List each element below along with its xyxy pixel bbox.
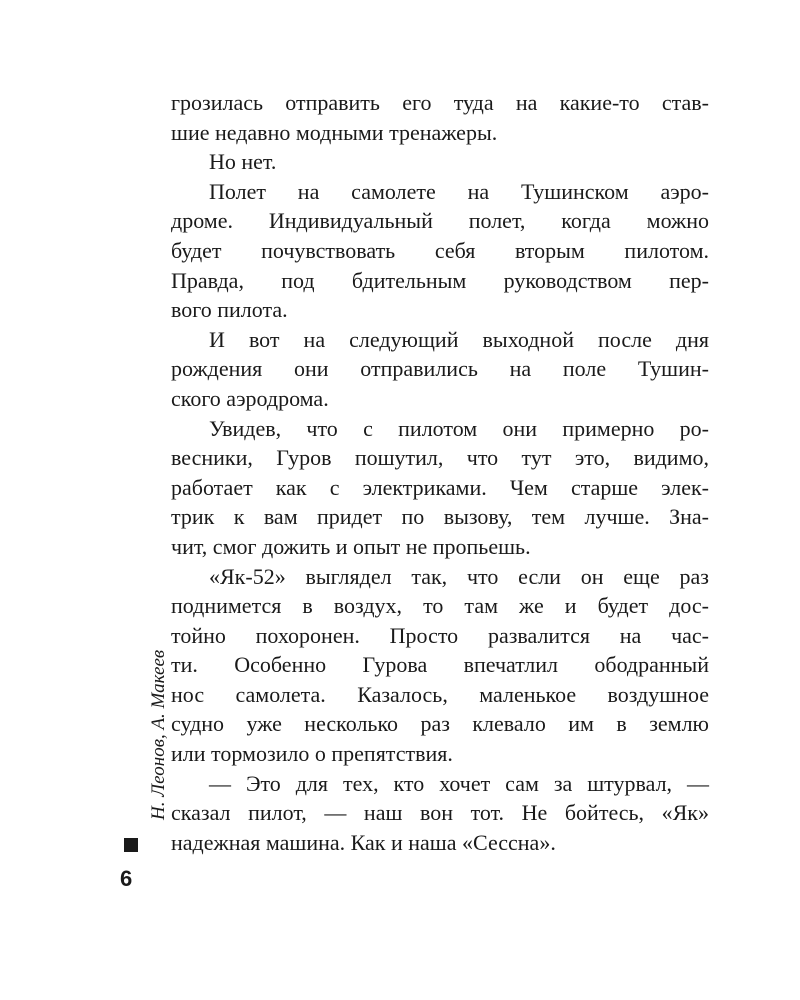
text-line: ти. Особенно Гурова впечатлил ободранный [171, 652, 709, 678]
text-line: весники, Гуров пошутил, что тут это, видимо, [171, 445, 709, 471]
text-line: работает как с электриками. Чем старше элек- [171, 474, 709, 500]
text-line: вого пилота. [171, 297, 288, 323]
text-line: Но нет. [209, 149, 277, 175]
page-number: 6 [120, 866, 133, 891]
text-line: чит, смог дожить и опыт не пропьешь. [171, 533, 531, 559]
text-line: грозилась отправить его туда на какие-то став- [171, 90, 709, 115]
text-line: судно уже несколько раз клевало им в землю [171, 711, 709, 737]
text-line: надежная машина. Как и наша «Сессна». [171, 829, 556, 855]
text-line: Увидев, что с пилотом они примерно ро- [209, 415, 709, 441]
text-line: трик к вам придет по вызову, тем лучше. Зна- [171, 504, 709, 530]
text-line: дроме. Индивидуальный полет, когда можно [171, 208, 709, 234]
text-line: тойно похоронен. Просто развалится на час- [171, 622, 709, 648]
text-line: будет почувствовать себя вторым пилотом. [171, 237, 709, 263]
text-line: поднимется в воздух, то там же и будет дос- [171, 593, 709, 619]
square-marker-icon [124, 838, 138, 852]
text-line: или тормозило о препятствия. [171, 741, 453, 767]
text-line: «Як-52» выглядел так, что если он еще раз [209, 563, 709, 589]
text-line: шие недавно модными тренажеры. [171, 119, 498, 145]
body-text [171, 88, 709, 857]
text-line: рождения они отправились на поле Тушин- [171, 356, 709, 382]
text-line: — Это для тех, кто хочет сам за штурвал, — [209, 770, 709, 796]
text-line: ского аэродрома. [171, 385, 329, 411]
text-line: И вот на следующий выходной после дня [209, 326, 709, 352]
text-line: сказал пилот, — наш вон тот. Не бойтесь, «Як» [171, 800, 709, 826]
text-line: нос самолета. Казалось, маленькое воздушное [171, 681, 709, 707]
running-head: Н. Леонов, А. Макеев [148, 649, 169, 820]
text-line: Полет на самолете на Тушинском аэро- [209, 178, 709, 204]
text-line: Правда, под бдительным руководством пер- [171, 267, 709, 293]
